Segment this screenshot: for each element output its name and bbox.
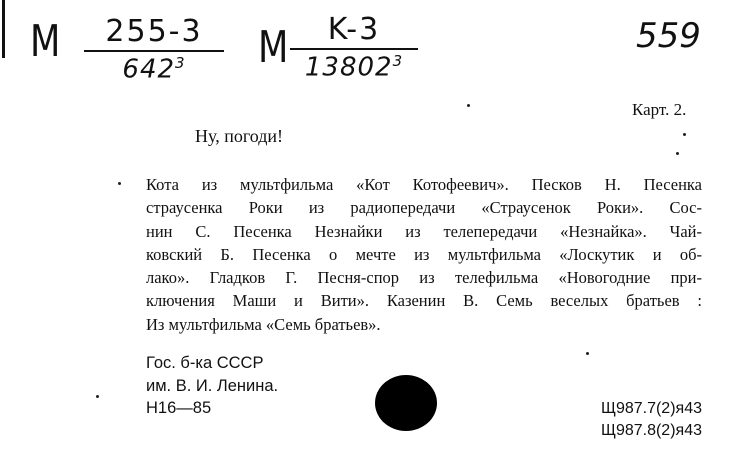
margin-rule <box>2 0 5 58</box>
body-line: нин С. Песенка Незнайки из телепередачи «Незнайка». Чай- <box>146 221 702 241</box>
record-body <box>146 173 702 336</box>
body-line: Кота из мультфильма «Кот Котофеевич». Песков Н. Песенка <box>146 175 702 194</box>
record-title: Ну, погоди! <box>195 126 284 146</box>
classification-codes <box>601 398 702 442</box>
body-line: Из мультфильма «Семь братьев». <box>146 314 381 334</box>
body-line: страусенка Роки из радиопередачи «Страусенок Роки». Сос- <box>146 198 702 218</box>
body-line: лако». Гладков Г. Песня-спор из телефильма «Новогодние при- <box>146 268 702 288</box>
shelf-mark-fraction-2 <box>290 12 418 83</box>
shelf-mark-letter-2: M <box>258 22 289 73</box>
fraction-2-bar <box>290 48 418 50</box>
fraction-2-numerator: K-3 <box>327 12 381 47</box>
library-imprint <box>146 352 278 420</box>
catalog-code: Н16—85 <box>146 399 212 417</box>
fraction-2-superscript: 3 <box>392 52 404 70</box>
speck <box>118 182 121 185</box>
fraction-1-bar <box>84 50 224 52</box>
punch-hole <box>375 375 437 431</box>
speck <box>676 152 679 155</box>
shelf-mark-letter-1: M <box>30 16 61 67</box>
body-line: ковский Б. Песенка о мечте из мультфильма «Лоскутик и об- <box>146 244 702 264</box>
classification-code: Щ987.8(2)я43 <box>600 422 702 439</box>
body-line: ключения Маши и Вити». Казенин В. Семь веселых братьев : <box>146 291 702 311</box>
fraction-2-denominator: 13802 <box>304 52 393 83</box>
shelf-mark-fraction-1 <box>84 14 224 85</box>
fraction-1-denominator: 642 <box>122 54 176 85</box>
speck <box>467 104 470 107</box>
card-number: Карт. 2. <box>632 100 687 119</box>
fraction-1-numerator: 255-3 <box>105 14 203 49</box>
fraction-1-superscript: 3 <box>175 54 186 72</box>
corner-number: 559 <box>636 16 701 56</box>
library-dedication: им. В. И. Ленина. <box>146 376 279 395</box>
speck <box>683 133 686 136</box>
classification-code: Щ987.7(2)я43 <box>600 400 702 417</box>
speck <box>96 395 99 398</box>
library-name: Гос. б-ка СССР <box>146 354 264 372</box>
speck <box>586 352 589 355</box>
